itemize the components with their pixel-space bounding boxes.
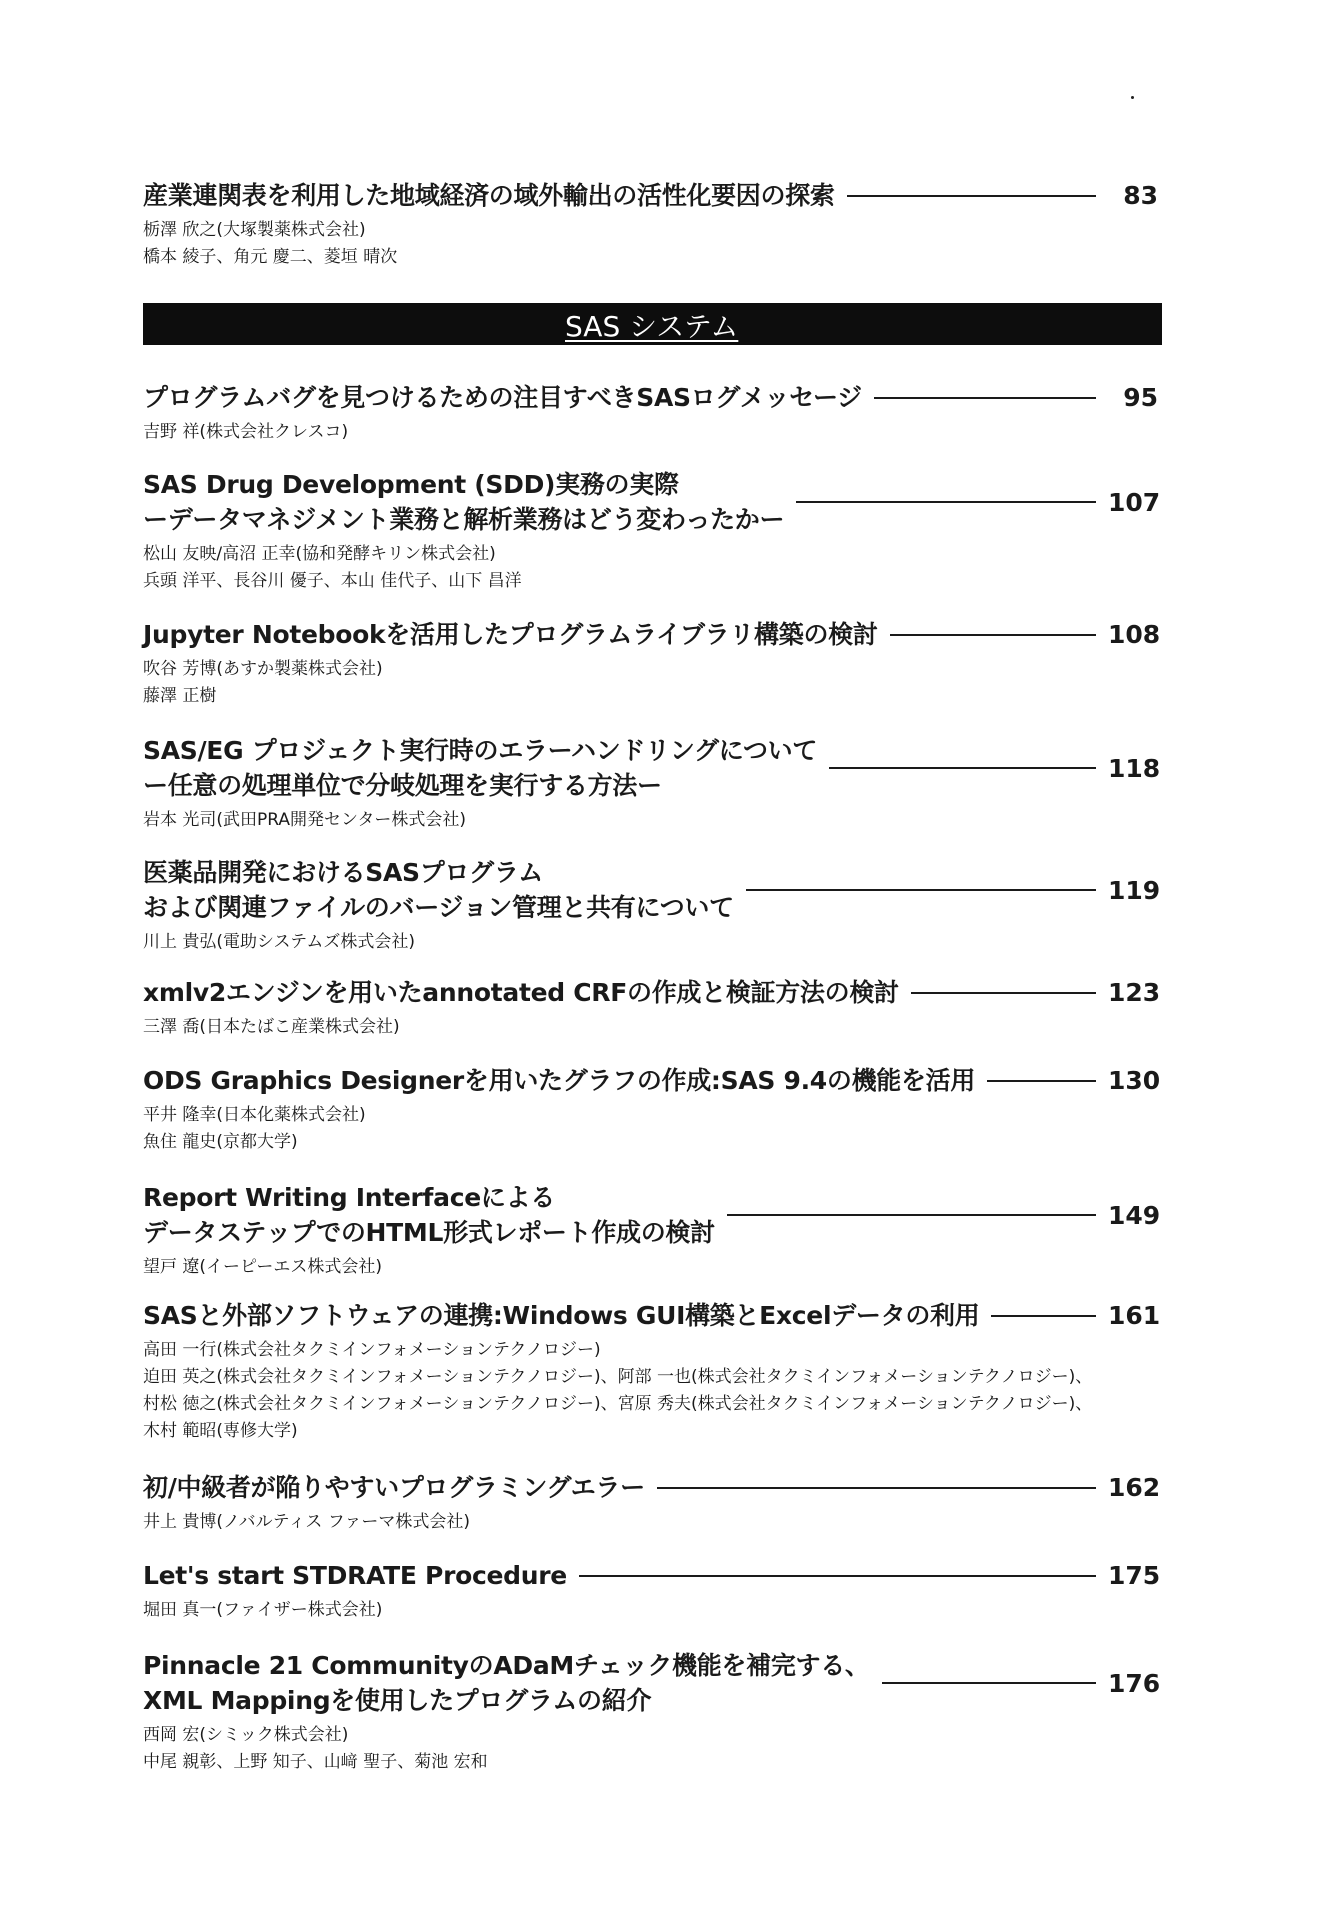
entry-author: 三澤 喬(日本たばこ産業株式会社) <box>143 1017 400 1037</box>
toc-entry[interactable] <box>143 975 1161 1041</box>
entry-title[interactable]: SAS Drug Development (SDD)実務の実際 <box>143 470 679 499</box>
leader-line <box>991 1315 1096 1317</box>
toc-entry[interactable] <box>143 380 1158 446</box>
entry-title[interactable]: SASと外部ソフトウェアの連携:Windows GUI構築とExcelデータの利用 <box>143 1301 980 1330</box>
leader-line <box>727 1214 1096 1216</box>
entry-title[interactable]: 医薬品開発におけるSASプログラム <box>143 858 544 887</box>
entry-subtitle[interactable]: データステップでのHTML形式レポート作成の検討 <box>143 1218 715 1247</box>
page-number: 108 <box>1108 620 1161 649</box>
entry-title[interactable]: 初/中級者が陥りやすいプログラミングエラー <box>143 1473 645 1502</box>
entry-author: 橋本 綾子、角元 慶二、菱垣 晴次 <box>143 247 398 267</box>
toc-entry[interactable] <box>143 1470 1161 1536</box>
speck-mark <box>1131 96 1134 99</box>
entry-title[interactable]: SAS/EG プロジェクト実行時のエラーハンドリングについて <box>143 736 818 765</box>
toc-entry[interactable] <box>143 1648 1161 1776</box>
leader-line <box>874 397 1096 399</box>
entry-title[interactable]: Let's start STDRATE Procedure <box>143 1561 567 1590</box>
leader-line <box>890 634 1096 636</box>
page-number: 175 <box>1108 1561 1161 1590</box>
entry-title[interactable]: プログラムバグを見つけるための注目すべきSASログメッセージ <box>143 383 862 412</box>
page-number: 162 <box>1108 1473 1161 1502</box>
entry-author: 井上 貴博(ノバルティス ファーマ株式会社) <box>143 1512 471 1532</box>
toc-entry[interactable] <box>143 1180 1161 1281</box>
leader-line <box>579 1575 1096 1577</box>
page-number: 130 <box>1108 1066 1161 1095</box>
entry-author: 木村 範昭(専修大学) <box>143 1421 298 1441</box>
entry-subtitle[interactable]: ー任意の処理単位で分岐処理を実行する方法ー <box>143 771 662 800</box>
entry-author: 吉野 祥(株式会社クレスコ) <box>143 422 349 442</box>
entry-author: 兵頭 洋平、長谷川 優子、本山 佳代子、山下 昌洋 <box>143 571 522 591</box>
toc-entry[interactable] <box>143 1558 1161 1624</box>
entry-author: 望戸 遼(イーピーエス株式会社) <box>143 1257 382 1277</box>
page-number: 123 <box>1108 978 1161 1007</box>
leader-line <box>829 767 1096 769</box>
entry-title[interactable]: ODS Graphics Designerを用いたグラフの作成:SAS 9.4の機能を活用 <box>143 1066 976 1095</box>
page-number: 118 <box>1108 753 1161 783</box>
entry-author: 高田 一行(株式会社タクミインフォメーションテクノロジー) <box>143 1340 601 1360</box>
leader-line <box>796 501 1096 503</box>
page-number: 176 <box>1108 1668 1161 1698</box>
entry-subtitle[interactable]: XML Mappingを使用したプログラムの紹介 <box>143 1686 652 1715</box>
section-title: SAS システム <box>565 310 739 343</box>
entry-title[interactable]: Pinnacle 21 CommunityのADaMチェック機能を補完する、 <box>143 1651 870 1680</box>
toc-entry[interactable] <box>143 178 1158 271</box>
entry-subtitle[interactable]: および関連ファイルのバージョン管理と共有について <box>143 893 734 922</box>
entry-author: 栃澤 欣之(大塚製薬株式会社) <box>143 220 366 240</box>
entry-author: 平井 隆幸(日本化薬株式会社) <box>143 1105 366 1125</box>
leader-line <box>987 1080 1096 1082</box>
page-number: 95 <box>1123 383 1158 412</box>
entry-author: 松山 友映/高沼 正幸(協和発酵キリン株式会社) <box>143 544 496 564</box>
entry-author: 川上 貴弘(電助システムズ株式会社) <box>143 932 415 952</box>
toc-entry[interactable] <box>143 1063 1161 1156</box>
entry-author: 藤澤 正樹 <box>143 686 217 706</box>
entry-subtitle[interactable]: ーデータマネジメント業務と解析業務はどう変わったかー <box>143 505 785 534</box>
toc-entry[interactable] <box>143 1298 1161 1445</box>
leader-line <box>882 1682 1096 1684</box>
entry-author: 堀田 真一(ファイザー株式会社) <box>143 1600 383 1620</box>
entry-author: 岩本 光司(武田PRA開発センター株式会社) <box>143 810 466 830</box>
leader-line <box>911 992 1096 994</box>
page-number: 149 <box>1108 1200 1161 1230</box>
entry-author: 村松 徳之(株式会社タクミインフォメーションテクノロジー)、宮原 秀夫(株式会社タクミインフォメーションテクノロジー)、 <box>143 1394 1093 1414</box>
entry-author: 中尾 親彰、上野 知子、山﨑 聖子、菊池 宏和 <box>143 1752 488 1772</box>
entry-title[interactable]: Jupyter Notebookを活用したプログラムライブラリ構築の検討 <box>143 620 878 649</box>
leader-line <box>847 195 1096 197</box>
leader-line <box>657 1487 1096 1489</box>
entry-title[interactable]: xmlv2エンジンを用いたannotated CRFの作成と検証方法の検討 <box>143 978 899 1007</box>
leader-line <box>746 889 1096 891</box>
entry-author: 吹谷 芳博(あすか製薬株式会社) <box>143 659 383 679</box>
entry-author: 迫田 英之(株式会社タクミインフォメーションテクノロジー)、阿部 一也(株式会社タクミインフォメーションテクノロジー)、 <box>143 1367 1093 1387</box>
page-number: 83 <box>1123 181 1158 210</box>
toc-entry[interactable] <box>143 733 1161 834</box>
toc-entry[interactable] <box>143 467 1161 595</box>
section-header-bar <box>143 303 1162 345</box>
page-number: 119 <box>1108 875 1161 905</box>
entry-title[interactable]: Report Writing Interfaceによる <box>143 1183 555 1212</box>
entry-author: 西岡 宏(シミック株式会社) <box>143 1725 349 1745</box>
toc-entry[interactable] <box>143 855 1161 956</box>
entry-author: 魚住 龍史(京都大学) <box>143 1132 298 1152</box>
toc-entry[interactable] <box>143 617 1161 710</box>
page-number: 161 <box>1108 1301 1161 1330</box>
page-number: 107 <box>1108 487 1161 517</box>
entry-title[interactable]: 産業連関表を利用した地域経済の域外輸出の活性化要因の探索 <box>143 181 835 210</box>
